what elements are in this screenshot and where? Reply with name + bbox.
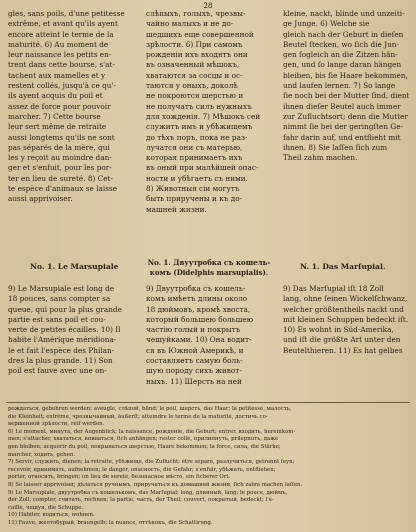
text-line: 7) Servir, служить, dienen; la retraite, убѣжище, die Zuflucht; être séparé, разлучиться, getrennt ſeyn; xyxy=(8,459,295,466)
text-line: Beutelthieren. 11) Es hat gelbes xyxy=(283,345,403,355)
text-line: gen bleiben; acquérir du poil, покрываться шерстью, Haare bekommen; la force, сила, die Stärke; xyxy=(8,443,281,450)
german-heading: N. 1. Das Marſupial. xyxy=(300,262,386,271)
text-line: ils ayent acquis du poil et xyxy=(8,91,103,101)
text-line: до тѣхъ поръ, пока не раз- xyxy=(146,132,248,142)
text-line: men; s'attacher, хвататься, впиваться, ſich anhängen; rester collé, прилипнуть, prilepnuть, даже xyxy=(8,436,279,443)
text-line: poil est fauve avec une on- xyxy=(8,366,107,376)
text-line: 11) Fauve, желтобурый, braungelb; la nuance, оттѣнокъ, die Schattirung. xyxy=(8,519,213,526)
text-line: trent dans cette bourse, s'at- xyxy=(8,60,115,70)
text-line: составляетъ самую боль- xyxy=(146,356,243,366)
text-line: комъ имѣетъ длины около xyxy=(146,294,248,304)
text-line: partie est sans poil et cou- xyxy=(8,314,106,324)
text-line: зрѣлости. 6) При самомъ xyxy=(146,39,243,49)
text-line: gles, sans poils, d'une petitesse xyxy=(8,9,125,18)
text-line: 8) Животныя сіи могутъ xyxy=(146,184,240,194)
text-line: въ оный при малѣйшей опас- xyxy=(146,163,259,173)
text-line: extrême, et avant qu'ils ayent xyxy=(8,19,118,29)
text-line: le et fait l'espèce des Philan- xyxy=(8,345,115,355)
text-line: который большею большею xyxy=(146,314,254,324)
text-line: leur sert même de retraite xyxy=(8,122,107,132)
text-line: mit kleinen Schuppen bedeckt iſt. xyxy=(283,314,409,324)
text-line: kleine, nackt, blinde und unzeiti- xyxy=(283,9,405,18)
text-line: die Kleinheit; extrême, чрезвычайный, äußerſt; atteindre le terme de la maturité, достичь со- xyxy=(8,413,268,420)
text-line: restent collés, jusqu'à ce qu'- xyxy=(8,81,116,91)
text-line: служитъ имъ и убѣжищемъ xyxy=(146,122,253,132)
text-line: ge Junge. 6) Welche sie xyxy=(283,19,370,29)
text-line: 8) Se laisser apprivoiser, дѣлаться ручнымъ, приручаться къ домашней жизни, ſich zahm machen laſſen. xyxy=(8,481,303,488)
text-line: und iſt die größte Art unter den xyxy=(283,335,401,345)
text-line: der Zoll; compter, считать, rechnen; la partie, часть, der Theil; couvert, покрытый, bedeckt; l'é- xyxy=(8,497,274,504)
french-heading: No. 1. Le Marsupiale xyxy=(30,262,119,271)
text-line: чешуйками. 10) Она водит- xyxy=(146,335,252,345)
text-line: не получатъ силъ нужныхъ xyxy=(146,101,252,111)
text-line: dres la plus grande. 11) Son xyxy=(8,356,113,366)
text-line: шую породу сихъ живот- xyxy=(146,366,242,376)
text-line: recevoir, принимать, aufnehmen; le danger, опасность, die Gefahr; s'enfuir, убѣжать, entfliehen; xyxy=(8,466,276,473)
text-line: ныхъ. 11) Шерсть на ней xyxy=(146,376,242,386)
text-line: 9) Двуутробка съ кошель- xyxy=(146,284,246,293)
text-line: habite l'Amérique méridiona- xyxy=(8,335,117,345)
text-line: ihnen dieſer Beutel auch immer xyxy=(283,101,401,111)
text-line: 9) Le Marsupiale est long de xyxy=(8,284,115,293)
text-line: 18 pouces, sans compter sa xyxy=(8,294,111,304)
text-line: чайно малыхъ и не до- xyxy=(146,19,234,29)
text-line: 10) Habiter, водиться, wohnen. xyxy=(8,512,95,519)
text-line: marcher. 7) Cette bourse xyxy=(8,111,101,121)
text-line: которая принимаетъ ихъ xyxy=(146,153,243,163)
german-column-bottom xyxy=(283,284,409,356)
text-line: zur Zufluchtsort; denn die Mutter xyxy=(283,111,408,121)
text-line: te espèce d'animaux se laisse xyxy=(8,184,118,194)
text-line: nimmt ſie bei der geringſten Ge- xyxy=(283,122,403,132)
text-line: 10) Es wohnt in Süd-Amerika, xyxy=(283,325,394,335)
french-column-top xyxy=(8,9,136,205)
text-line: assez de force pour pouvoir xyxy=(8,101,111,111)
text-line: машней жизни. xyxy=(146,204,207,214)
text-line: частію голый и покрытъ xyxy=(146,325,241,335)
text-line: gleich nach der Geburt in dieſen xyxy=(283,29,404,39)
text-line: verte de petites écailles. 10) Il xyxy=(8,325,121,335)
text-line: ter en lieu de sureté. 8) Cet- xyxy=(8,173,113,183)
text-line: maturité. 6) Au moment de xyxy=(8,39,109,49)
page-number: 28 xyxy=(203,2,213,10)
text-line: encore atteint le terme de la xyxy=(8,29,114,39)
text-line: рожденіи ихъ входятъ они xyxy=(146,50,248,60)
text-line: вершенной зрѣлости, reif werden. xyxy=(8,421,105,428)
text-line: ся въ Южной Америкѣ, и xyxy=(146,345,244,355)
text-line: 6) Le moment, минута, der Augenblick; la naissance, рожденіе, die Geburt; entrer, входить, hereinkom- xyxy=(8,428,296,435)
text-line: fahr darin auf, und entflieht mit xyxy=(283,132,401,142)
text-line: aussi longtems qu'ils ne sont xyxy=(8,132,115,142)
text-line: въ означенный мѣшокъ, xyxy=(146,60,240,70)
text-line: ности и убѣгаетъ съ ними. xyxy=(146,173,248,183)
text-line: leur naissance les petits en- xyxy=(8,50,112,60)
text-line: lang, ohne ſeinen Wickelſchwanz, xyxy=(283,294,408,304)
text-line: 9) Le Marsupiale, двуутробка съ кошелькомъ, das Marſupial; long, длинный, lang; le pouce, дюймъ, xyxy=(8,489,288,496)
text-line: Beutel ſtecken, wo ſich die Jun- xyxy=(283,39,399,49)
text-line: ſie noch bei der Mutter ſind, dient xyxy=(283,91,409,101)
text-line: und laufen lernen. 7) So lange xyxy=(283,81,396,91)
text-line: marcher, ходить, gehen. xyxy=(8,451,76,458)
text-line: быть приручены и къ до- xyxy=(146,194,243,204)
german-column-top xyxy=(283,9,409,163)
text-line: слѣпыхъ, голыхъ, чрезвы- xyxy=(146,9,246,18)
text-line: queue, qui pour la plus grande xyxy=(8,304,122,314)
footnotes xyxy=(8,406,408,528)
text-line: caille, чешуя, die Schuppe. xyxy=(8,504,84,511)
text-line: ihnen. 8) Sie laſſen ſich zum xyxy=(283,142,388,152)
footnote-divider xyxy=(6,402,410,403)
text-line: таются у оныхъ, доколѣ xyxy=(146,81,238,91)
text-line: pas séparés de la mère, qui xyxy=(8,142,110,152)
text-line: welcher größtentheils nackt und xyxy=(283,304,404,314)
text-line: gen ſogleich an die Zitzen hän- xyxy=(283,50,398,60)
french-column-bottom xyxy=(8,284,136,377)
russian-column-top xyxy=(146,9,272,215)
text-line: gen, und ſo lange daran hängen xyxy=(283,60,402,70)
text-line: рождаться, gebohren werden; aveugle, слѣпой, blind; le poil, шерсть, das Haar; la petitesse, малость, xyxy=(8,406,292,412)
text-line: лучатся они съ матерью, xyxy=(146,142,243,152)
text-line: les y reçoit au moindre dan- xyxy=(8,153,112,163)
text-line: не покроются шерстью и xyxy=(146,91,244,101)
text-line: 18 дюймовъ, кромѣ хвоста, xyxy=(146,304,251,314)
russian-column-bottom xyxy=(146,284,272,387)
text-line: для хожденія. 7) Мѣшокъ сей xyxy=(146,111,261,121)
text-line: шедшихъ еще совершенной xyxy=(146,29,254,39)
text-line: хватаются за сосцы и ос- xyxy=(146,70,243,80)
text-line: porter, относить, bringen; un lieu de sureté, безопасное мѣсто, ein ſicherer Ort. xyxy=(8,474,231,481)
text-line: tachent aux mamelles et y xyxy=(8,70,106,80)
russian-heading: No. 1. Двуутробка съ кошель-комъ (Didelphis marsupialis). xyxy=(147,258,271,277)
text-line: 9) Das Marſupial iſt 18 Zoll xyxy=(283,284,384,293)
text-line: Theil zahm machen. xyxy=(283,153,358,163)
text-line: ger et s'enfuit, pour les por- xyxy=(8,163,112,173)
text-line: aussi apprivoiser. xyxy=(8,194,73,204)
text-line: bleiben, bis ſie Haare bekommen, xyxy=(283,70,408,80)
